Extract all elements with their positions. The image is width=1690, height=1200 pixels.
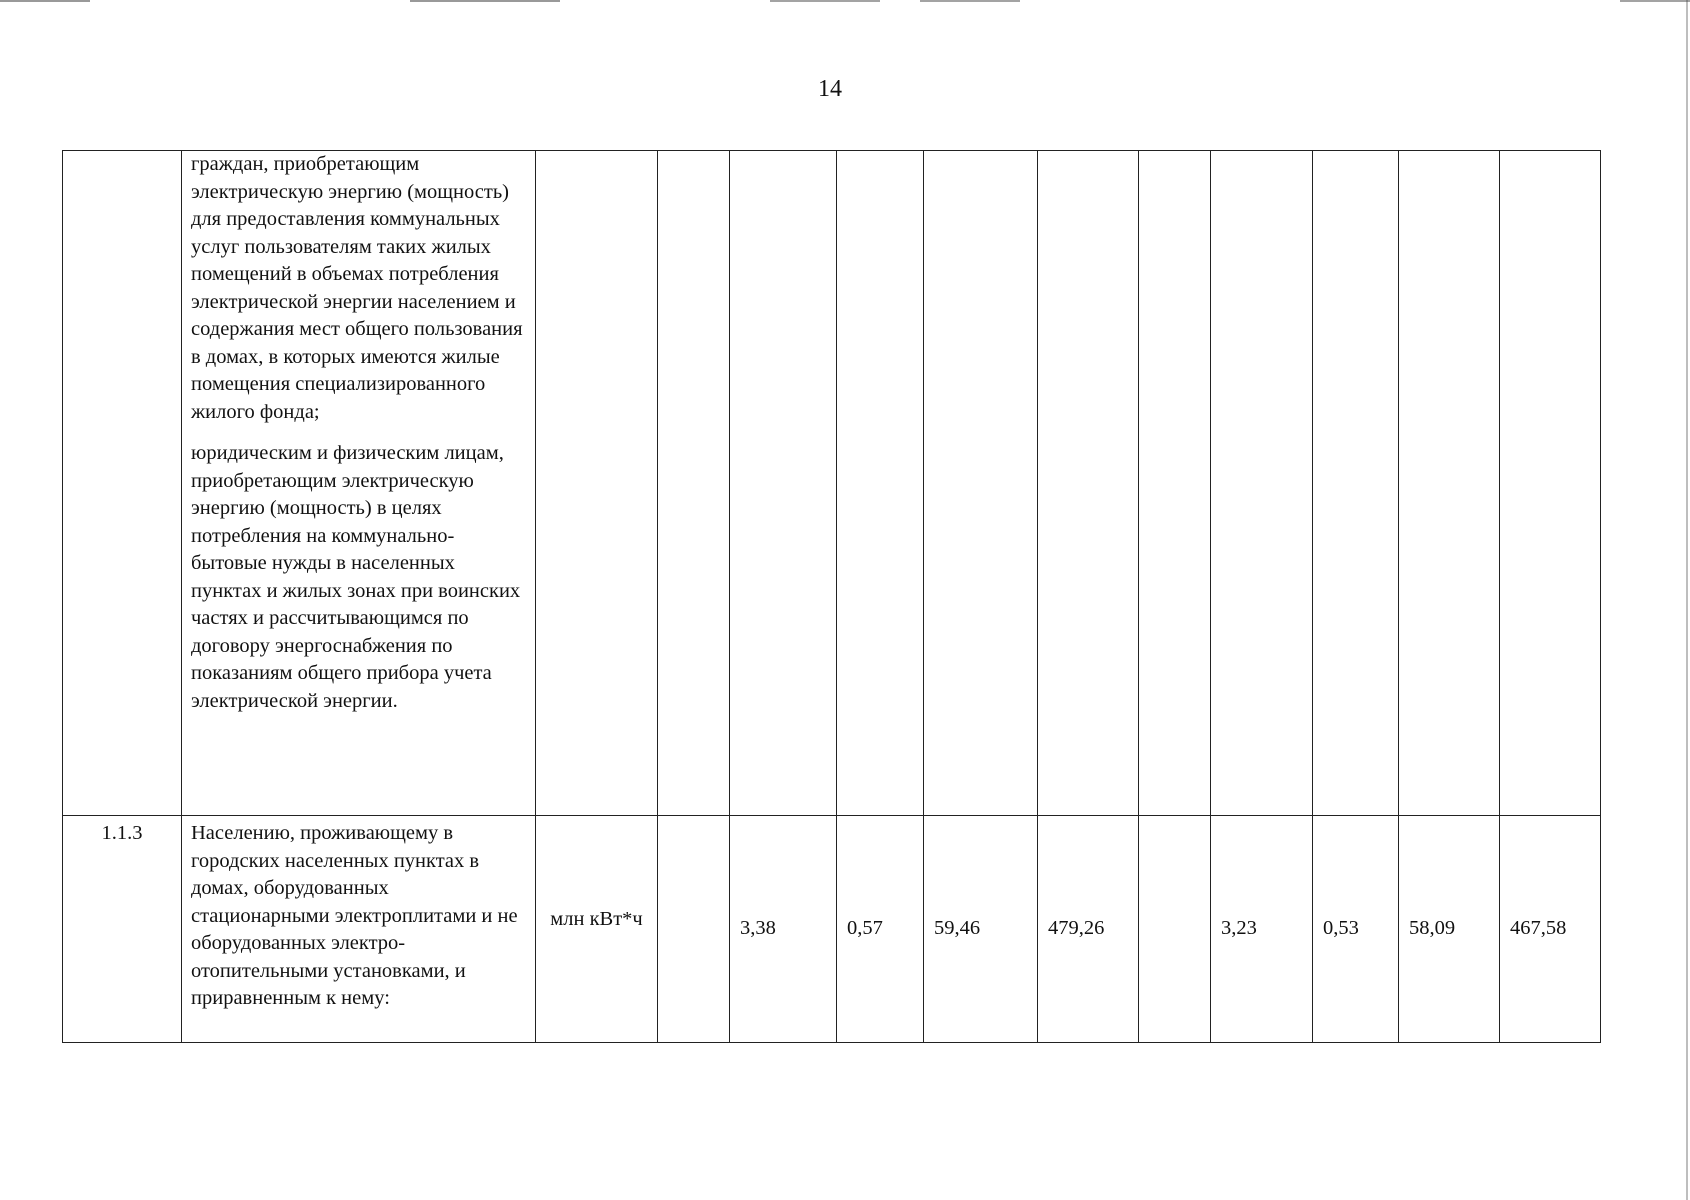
value-cell: 479,26 bbox=[1038, 816, 1139, 1043]
row-number-cell: 1.1.3 bbox=[63, 816, 182, 1043]
scan-top-edge bbox=[0, 0, 1690, 2]
scan-right-edge bbox=[1686, 0, 1688, 1200]
value-cell: 3,23 bbox=[1211, 816, 1313, 1043]
description-paragraph: граждан, приобретающим электрическую энергию (мощность) для предоставления коммунальных услуг пользователям таких жилых помещений в объемах потребления электрической энергии населением и содержания мест общего пользования в домах, в которых имеются жилые помещения специализированного жилого фонда; bbox=[191, 153, 523, 423]
tariff-table bbox=[62, 150, 1601, 1043]
value-cell: 3,38 bbox=[730, 816, 837, 1043]
value-cell bbox=[1313, 151, 1399, 816]
value-cell bbox=[1038, 151, 1139, 816]
value-cell bbox=[924, 151, 1038, 816]
value-cell bbox=[1500, 151, 1601, 816]
value-cell: 59,46 bbox=[924, 816, 1038, 1043]
description-cell: Населению, проживающему в городских населенных пунктах в домах, оборудованных стационарными электроплитами и не оборудованных электро-отопительными установками, и приравненным к нему: bbox=[182, 816, 536, 1043]
value-cell: 467,58 bbox=[1500, 816, 1601, 1043]
unit-cell: млн кВт*ч bbox=[536, 816, 658, 1043]
table-row-1-1-3 bbox=[63, 816, 1601, 1043]
value-cell: 58,09 bbox=[1399, 816, 1500, 1043]
value-cell bbox=[658, 151, 730, 816]
row-number-cell bbox=[63, 151, 182, 816]
value-cell bbox=[1211, 151, 1313, 816]
page-number: 14 bbox=[818, 76, 842, 102]
table-row-continuation bbox=[63, 151, 1601, 816]
value-cell: 0,53 bbox=[1313, 816, 1399, 1043]
description-paragraph: юридическим и физическим лицам, приобретающим электрическую энергию (мощность) в целях потребления на коммунально-бытовые нужды в населенных пунктах и жилых зонах при воинских частях и рассчитывающимся по договору энергоснабжения по показаниям общего прибора учета электрической энергии. bbox=[191, 442, 521, 712]
value-cell bbox=[1139, 151, 1211, 816]
value-cell bbox=[658, 816, 730, 1043]
value-cell: 0,57 bbox=[837, 816, 924, 1043]
value-cell bbox=[1139, 816, 1211, 1043]
description-cell bbox=[182, 151, 536, 816]
value-cell bbox=[730, 151, 837, 816]
value-cell bbox=[1399, 151, 1500, 816]
unit-cell bbox=[536, 151, 658, 816]
value-cell bbox=[837, 151, 924, 816]
